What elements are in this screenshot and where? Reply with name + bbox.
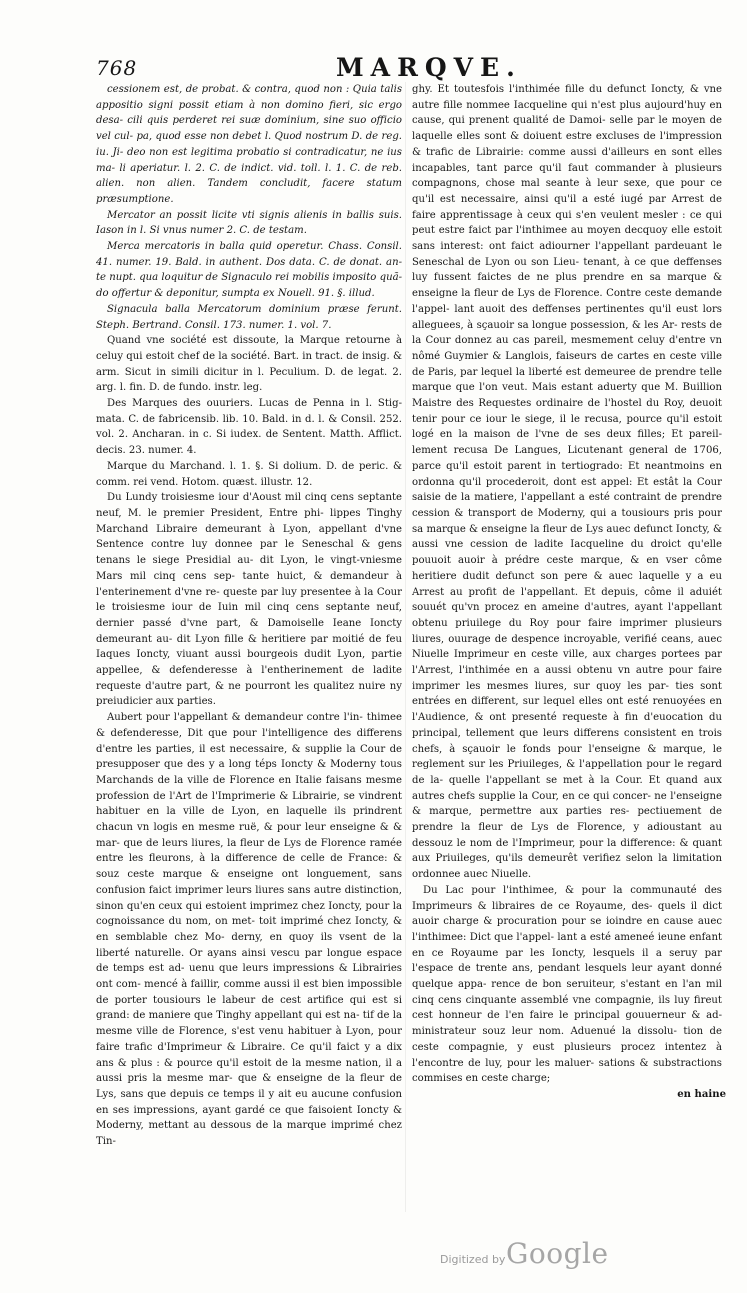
left-column-paragraph: Des Marques des ouuriers. Lucas de Penna in l. Stig- mata. C. de fabricensib. lib. 10. Bald. in d. l. & Consil. 252. vol. 2. Ancharan. in c. Si iudex. de Sentent. Matth. Afflict. decis. 23. numer. 4.	[96, 398, 402, 457]
left-column-paragraph: Aubert pour l'appellant & demandeur contre l'in- thimee & defenderesse, Dit que pour l'intelligence des differens d'entre les parties, il est necessaire, & supplie la Cour de presupposer que des y a long téps Ioncty & Moderny tous Marchands de la ville de Florence en Italie faisans mesme profession de l'Art de l'Imprimerie & Librairie, se vindrent habituer en la ville de Lyon, en laquelle ils prindrent chacun vn logis en mesme ruë, & pour leur enseigne & & mar- que de leurs liures, la fleur de Lys de Florence ramée entre les fleurons, à la difference de celle de France: & souz ceste marque & enseigne ont longuement, sans confusion faict imprimer leurs liures sans autre distinction, sinon qu'en ceux qui estoient imprimez chez Ioncty, pour la cognoissance du nom, on met- toit imprimé chez Ioncty, & en semblable chez Mo- derny, en quoy ils vsent de la liberté naturelle. Or ayans ainsi vescu par longue espace de temps est ad- uenu que leurs impressions & Librairies ont com- mencé à faillir, comme aussi il est bien impossible de porter tousiours le labeur de cest artifice qui est si grand: de maniere que Tinghy appellant qui est na- tif de la mesme ville de Florence, s'est venu habituer à Lyon, pour faire trafic d'Imprimeur & Libraire. Ce qu'il faict y a dix ans & plus : & pource qu'il estoit de la mesme nation, il a aussi pris la mesme mar- que & enseigne de la fleur de Lys, sans que depuis ce temps il y ait eu aucune confusion en ses impressions, ayant gardé ce que faisoient Ioncty & Moderny, mettant au dessous de la marque imprimé chez Tin-	[96, 712, 402, 1148]
left-column-paragraph: Mercator an possit licite vti signis alienis in ballis suis. Iason in l. Si vnus numer 2. C. de testam.	[96, 209, 402, 237]
left-column-paragraph: Du Lundy troisiesme iour d'Aoust mil cinq cens septante neuf, M. le premier President, Entre phi- lippes Tinghy Marchand Libraire demeurant à Lyon, appellant d'vne Sentence contre luy donnee par le Seneschal & gens tenans le siege Presidial au- dit Lyon, le vingt-vniesme Mars mil cinq cens sep- tante huict, & demandeur à l'enterinement d'vne re- queste par luy presentee à la Cour le troisiesme iour de Iuin mil cinq cens septante neuf, dernier passé d'vne part, & Damoiselle Ieane Ioncty demeurant au- dit Lyon fille & heritiere par moitié de feu Iaques Ioncty, viuant aussi bourgeois dudit Lyon, partie appellee, & defenderesse à l'entherinement de ladite requeste d'autre part, & ne pourront les qualitez nuire ny preiudicier aux parties.	[96, 492, 402, 708]
right-column	[412, 82, 726, 1103]
right-column-paragraph: en haine	[677, 1089, 726, 1100]
running-head: MARQVE.	[336, 53, 522, 82]
google-logo: Google	[506, 1237, 609, 1270]
left-column-paragraph: Merca mercatoris in balla quid operetur. Chass. Consil. 41. numer. 19. Bald. in authent. Dos data. C. de donat. an- te nupt. qua loquitur de Signaculo rei mobilis imposito quã- do offertur & deponitur, sumpta ex Nouell. 91. §. illud.	[96, 241, 402, 300]
google-digitized-watermark	[440, 1237, 640, 1273]
digitized-by-label: Digitized by	[440, 1253, 506, 1266]
right-column-paragraph: ghy. Et toutesfois l'inthimée fille du defunct Ioncty, & vne autre fille nommee Iacqueline qui n'est plus aujourd'huy en cause, qui prenent qualité de Damoi- selle par le moyen de laquelle elles sont & doiuent estre excluses de l'impression & trafic de Librairie: comme aussi d'ailleurs en sont elles incapables, tant parce qu'il faut commander à plusieurs compagnons, chose mal seante à leur sexe, que pour ce qu'il est necessaire, ainsi qu'il a esté iugé par Arrest de faire apprentissage à ceux qui s'en veulent mesler : ce qui peut estre faict par l'inthimee au moyen decquoy elle estoit sans interest: ont faict adiourner l'appellant pardeuant le Seneschal de Lyon ou son Lieu- tenant, à ce que deffenses luy fussent faictes de ne plus prendre en sa marque & enseigne la fleur de Lys de Florence. Contre ceste demande l'appel- lant auoit des deffenses pertinentes qu'il eust lors alleguees, à sçauoir sa longue possession, & les Ar- rests de la Cour donnez au cas pareil, mesmement celuy d'entre vn nômé Guymier & Langlois, faiseurs de cartes en ceste ville de Paris, par lequel la liberté est demeuree de prendre telle marque que l'on veut. Mais estant aduerty que M. Buillion Maistre des Requestes ordinaire de l'hostel du Roy, deuoit tenir pour ce iour le siege, il le recusa, pource qu'il estoit logé en la maison de l'vne de ses deux filles; Et pareil- lement recusa De Langues, Licutenant general de 1706, parce qu'il estoit parent in tertiogrado: Et neantmoins en ordonna qu'il procederoit, dont est appel: Et estât la Cour saisie de la matiere, l'appellant a esté contraint de prendre cession & transport de Moderny, qui a tousiours pris pour sa marque & enseigne la fleur de Lys auec defunct Ioncty, & aussi vne cession de ladite Iacqueline du droict qu'elle pouuoit auoir à prédre ceste marque, & en vser côme heritiere dudit defunct son pere & auec laquelle y a eu Arrest au profit de l'appellant. Et depuis, côme il aduiét souuét qu'vn procez en ameine d'autres, ayant l'appellant obtenu priuilege du Roy pour faire imprimer plusieurs liures, ouurage de despence incroyable, verifié ceans, auec Niuelle Imprimeur en ceste ville, aux charges portees par l'Arrest, l'inthimée en a aussi obtenu vn autre pour faire imprimer les mesmes liures, sur quoy les par- ties sont entrées en different, sur lequel elles ont esté renuoyées en l'Audience, & ont presenté requeste à fin d'euocation du principal, tellement que leurs differens consistent en trois chefs, à sçauoir le fonds pour l'enseigne & marque, le reglement sur les Priuileges, & l'appellation pour le regard de la- quelle l'appellant se met à la Cour. Et quand aux autres chefs supplie la Cour, en ce qui concer- ne l'enseigne & marque, permettre aux parties res- pectiuement de prendre la fleur de Lys de Florence, y adioustant au dessouz le nom de l'Imprimeur, pour la difference: & quant aux Priuileges, qu'ils demeurêt verifiez selon la limitation ordonnee auec Niuelle.	[412, 84, 722, 881]
left-column-paragraph: Marque du Marchand. l. 1. §. Si dolium. D. de peric. & comm. rei vend. Hotom. quæst. illustr. 12.	[96, 460, 402, 488]
left-column-paragraph: Signacula balla Mercatorum dominium præse ferunt. Steph. Bertrand. Consil. 173. numer. 1. vol. 7.	[96, 303, 402, 331]
column-gutter	[405, 82, 406, 1212]
right-column-paragraph: Du Lac pour l'inthimee, & pour la communauté des Imprimeurs & libraires de ce Royaume, des- quels il dict auoir charge & procuration pour se ioindre en cause auec l'inthimee: Dict que l'appel- lant a esté ameneé ieune enfant en ce Royaume par les Ioncty, lesquels il a seruy par l'espace de trente ans, pendant lesquels leur ayant donné quelque appa- rence de bon seruiteur, s'estant en l'an mil cinq cens cinquante assemblé vne compagnie, ils luy fireut cest honneur de l'en faire le principal gouuerneur & ad- ministrateur souz leur nom. Aduenué la dissolu- tion de ceste compagnie, y eust plusieurs procez intentez à l'encontre de luy, pour les maluer- sations & substractions commises en ceste charge;	[412, 884, 722, 1085]
page-number: 768	[96, 56, 138, 80]
left-column	[96, 82, 402, 1150]
left-column-paragraph: Quand vne société est dissoute, la Marque retourne à celuy qui estoit chef de la société. Bart. in tract. de insig. & arm. Sicut in simili dicitur in l. Peculium. D. de legat. 2. arg. l. fin. D. de fundo. instr. leg.	[96, 335, 402, 394]
left-column-paragraph: cessionem est, de probat. & contra, quod non : Quia talis appositio signi possit etiam à non domino fieri, sic ergo desa- cili quis perderet rei suæ dominium, sine suo officio vel cul- pa, quod esse non debet l. Quod nostrum D. de reg. iu. Ji- deo non est legitima probatio si contradicatur, ne ius ma- li aperiatur. l. 2. C. de indict. vid. toll. l. 1. C. de reb. alien. non alien. Tandem concludit, facere statum præsumptione.	[96, 84, 402, 205]
